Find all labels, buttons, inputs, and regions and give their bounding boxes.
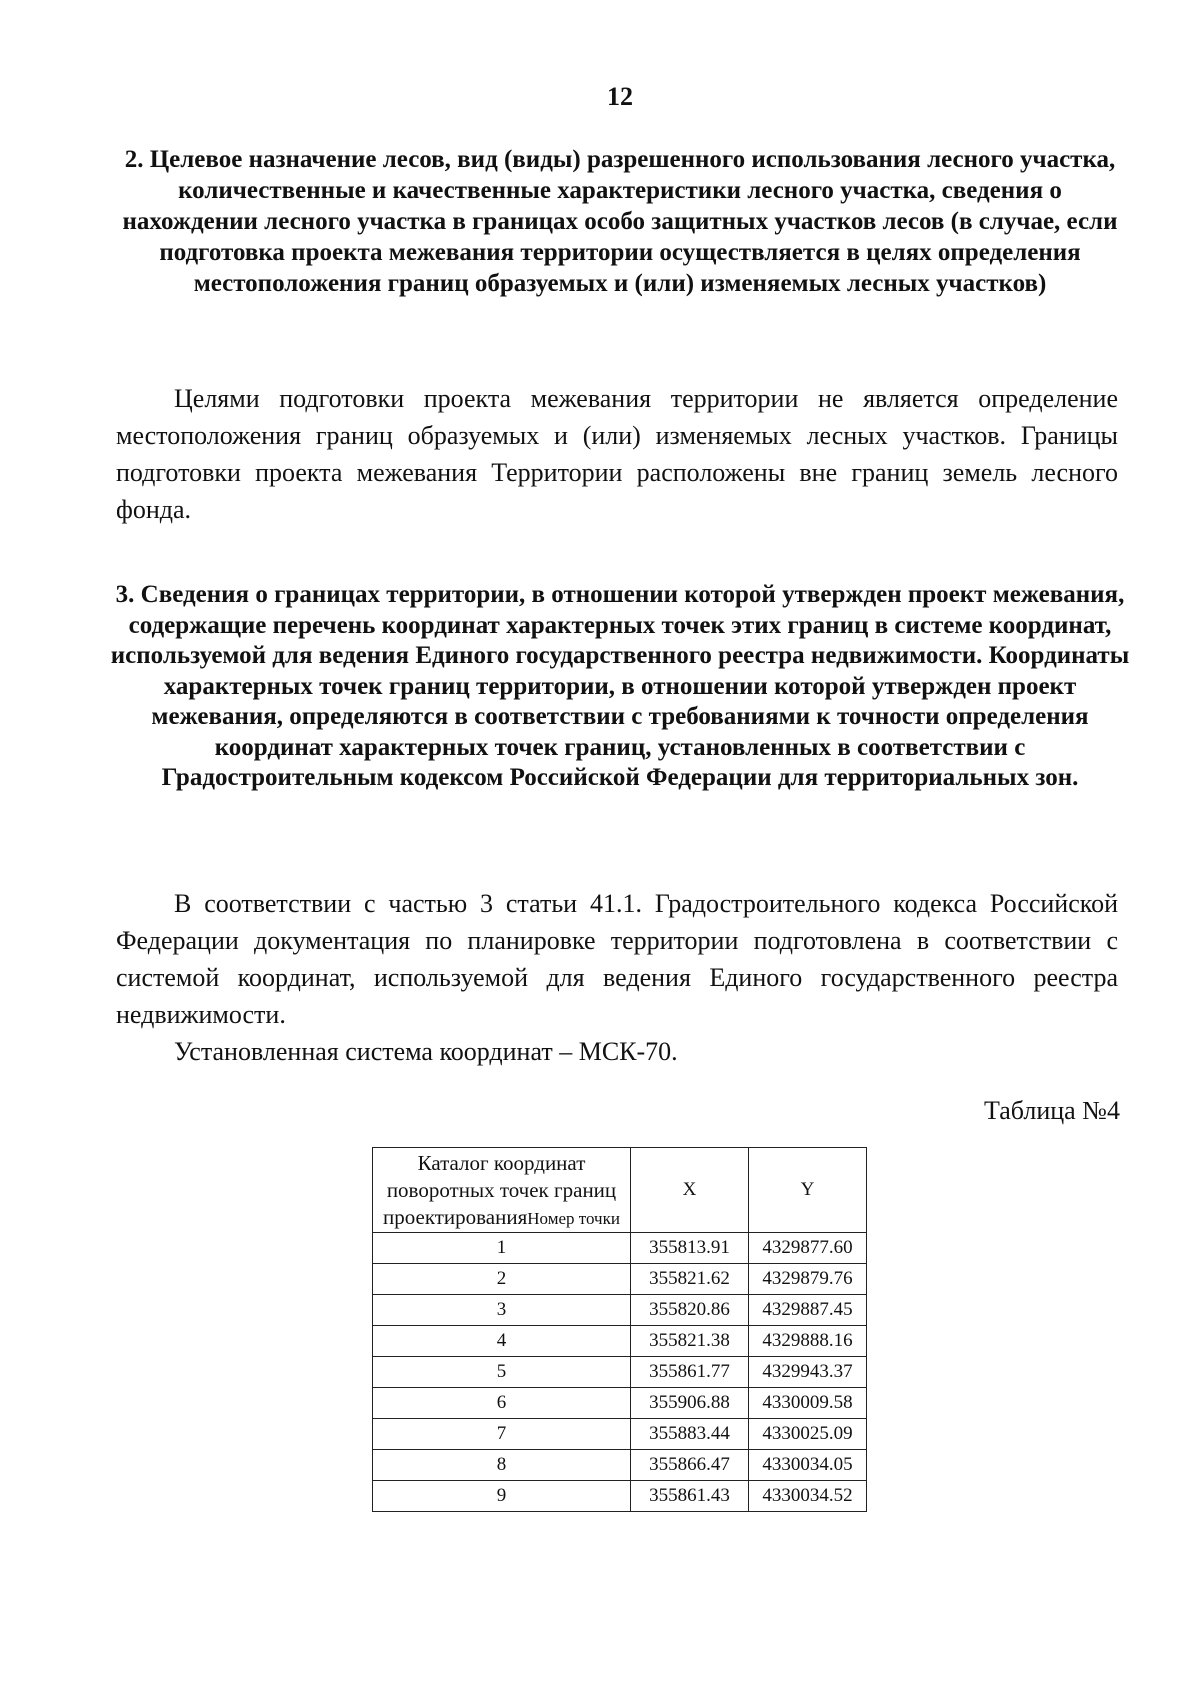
table-body xyxy=(373,1233,867,1512)
x-coordinate-cell: 355821.38 xyxy=(631,1326,749,1357)
section-2-paragraph: Целями подготовки проекта межевания территории не является определение местоположения границ образуемых и (или) изменяемых лесных участков. Границы подготовки проекта межевания Территории расположены вне границ земель лесного фонда. xyxy=(116,384,1118,524)
y-coordinate-cell: 4330025.09 xyxy=(749,1419,867,1450)
table-row xyxy=(373,1388,867,1419)
coordinates-table xyxy=(372,1147,867,1512)
table-row xyxy=(373,1233,867,1264)
table-row xyxy=(373,1357,867,1388)
table-row xyxy=(373,1450,867,1481)
point-number-cell: 3 xyxy=(373,1295,631,1326)
y-coordinate-cell: 4330009.58 xyxy=(749,1388,867,1419)
header-sub-label: Номер точки xyxy=(527,1209,620,1228)
table-row xyxy=(373,1419,867,1450)
table-row xyxy=(373,1481,867,1512)
x-coordinate-cell: 355866.47 xyxy=(631,1450,749,1481)
point-number-cell: 2 xyxy=(373,1264,631,1295)
y-coordinate-cell: 4329877.60 xyxy=(749,1233,867,1264)
header-main-label: Каталог координат поворотных точек границ проектирования xyxy=(383,1151,617,1229)
point-number-cell: 9 xyxy=(373,1481,631,1512)
y-coordinate-cell: 4329888.16 xyxy=(749,1326,867,1357)
x-coordinate-cell: 355861.77 xyxy=(631,1357,749,1388)
table-header-row xyxy=(373,1148,867,1233)
table-row xyxy=(373,1295,867,1326)
table-row xyxy=(373,1264,867,1295)
x-coordinate-cell: 355861.43 xyxy=(631,1481,749,1512)
y-coordinate-cell: 4329879.76 xyxy=(749,1264,867,1295)
point-number-cell: 7 xyxy=(373,1419,631,1450)
section-3-paragraph-2: Установленная система координат – МСК-70. xyxy=(174,1037,678,1066)
x-coordinate-cell: 355813.91 xyxy=(631,1233,749,1264)
y-coordinate-cell: 4329943.37 xyxy=(749,1357,867,1388)
point-number-cell: 6 xyxy=(373,1388,631,1419)
x-coordinate-cell: 355820.86 xyxy=(631,1295,749,1326)
header-y: Y xyxy=(749,1148,867,1233)
point-number-cell: 4 xyxy=(373,1326,631,1357)
section-3-heading: 3. Сведения о границах территории, в отношении которой утвержден проект межевания, содержащие перечень координат характерных точек этих границ в системе координат, используемой для ведения Единого государственного реестра недвижимости. Координаты характерных точек границ территории, в отношении которой утвержден проект межевания, определяются в соответствии с требованиями к точности определения координат характерных точек границ, установленных в соответствии с Градостроительным кодексом Российской Федерации для территориальных зон. xyxy=(110,581,1130,791)
table-caption: Таблица №4 xyxy=(983,1096,1120,1125)
page-number: 12 xyxy=(607,82,633,111)
section-3-paragraph-1: В соответствии с частью 3 статьи 41.1. Градостроительного кодекса Российской Федерации документация по планировке территории подготовлена в соответствии с системой координат, используемой для ведения Единого государственного реестра недвижимости. xyxy=(116,889,1118,1029)
table-row xyxy=(373,1326,867,1357)
header-x: X xyxy=(631,1148,749,1233)
header-point-number xyxy=(373,1148,631,1233)
x-coordinate-cell: 355883.44 xyxy=(631,1419,749,1450)
x-coordinate-cell: 355821.62 xyxy=(631,1264,749,1295)
y-coordinate-cell: 4329887.45 xyxy=(749,1295,867,1326)
point-number-cell: 8 xyxy=(373,1450,631,1481)
point-number-cell: 1 xyxy=(373,1233,631,1264)
section-2-heading: 2. Целевое назначение лесов, вид (виды) разрешенного использования лесного участка, количественные и качественные характеристики лесного участка, сведения о нахождении лесного участка в границах особо защитных участков лесов (в случае, если подготовка проекта межевания территории осуществляется в целях определения местоположения границ образуемых и (или) изменяемых лесных участков) xyxy=(122,146,1118,297)
x-coordinate-cell: 355906.88 xyxy=(631,1388,749,1419)
y-coordinate-cell: 4330034.52 xyxy=(749,1481,867,1512)
y-coordinate-cell: 4330034.05 xyxy=(749,1450,867,1481)
point-number-cell: 5 xyxy=(373,1357,631,1388)
